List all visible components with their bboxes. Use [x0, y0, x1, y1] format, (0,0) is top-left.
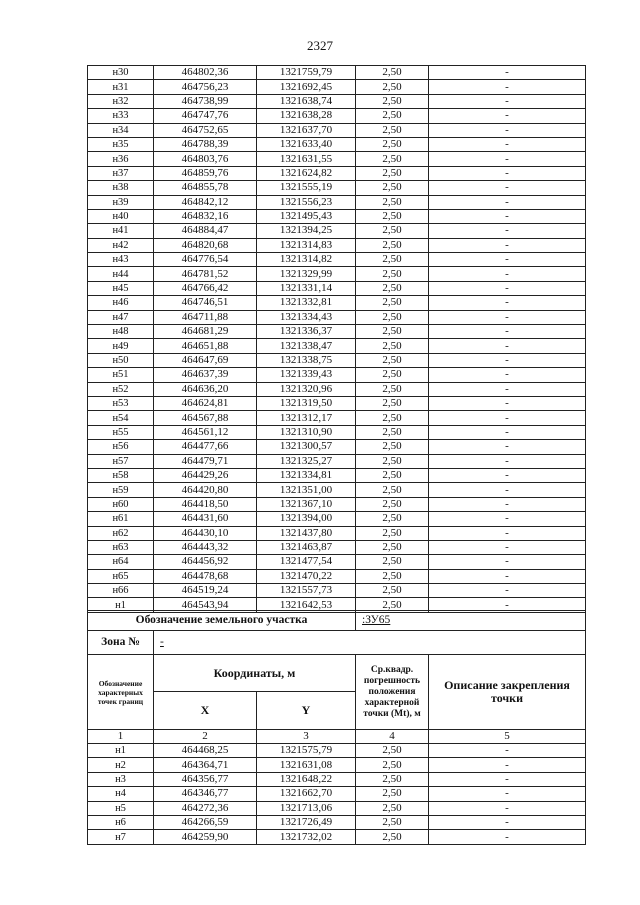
point-id: н55: [88, 425, 154, 439]
y-coordinate: 1321320,96: [257, 382, 356, 396]
table-row: [88, 425, 586, 439]
point-id: н57: [88, 454, 154, 468]
header-description: Описание закрепления точки: [429, 655, 586, 730]
point-id: н32: [88, 94, 154, 108]
table-row: [88, 281, 586, 295]
x-coordinate: 464776,54: [154, 253, 257, 267]
column-number: 4: [356, 730, 429, 744]
y-coordinate: 1321325,27: [257, 454, 356, 468]
table-row: [88, 584, 586, 598]
table-row: [88, 296, 586, 310]
y-coordinate: 1321638,28: [257, 109, 356, 123]
table-row: [88, 94, 586, 108]
column-number-row: [88, 730, 586, 744]
table-row: [88, 209, 586, 223]
point-id: н52: [88, 382, 154, 396]
header-x: X: [154, 692, 257, 730]
header-y: Y: [257, 692, 356, 730]
point-id: н48: [88, 325, 154, 339]
fixing-description: -: [429, 758, 586, 772]
rms-error: 2,50: [356, 109, 429, 123]
y-coordinate: 1321637,70: [257, 123, 356, 137]
fixing-description: -: [429, 411, 586, 425]
table-row: [88, 440, 586, 454]
table-row: [88, 310, 586, 324]
fixing-description: -: [429, 181, 586, 195]
table-row: [88, 555, 586, 569]
point-id: н4: [88, 787, 154, 801]
x-coordinate: 464443,32: [154, 540, 257, 554]
y-coordinate: 1321394,00: [257, 512, 356, 526]
y-coordinate: 1321310,90: [257, 425, 356, 439]
table-row: [88, 253, 586, 267]
point-id: н58: [88, 468, 154, 482]
table-row: [88, 497, 586, 511]
y-coordinate: 1321314,82: [257, 253, 356, 267]
y-coordinate: 1321334,81: [257, 468, 356, 482]
x-coordinate: 464781,52: [154, 267, 257, 281]
fixing-description: -: [429, 281, 586, 295]
x-coordinate: 464855,78: [154, 181, 257, 195]
rms-error: 2,50: [356, 66, 429, 80]
rms-error: 2,50: [356, 584, 429, 598]
table-row: [88, 411, 586, 425]
y-coordinate: 1321319,50: [257, 396, 356, 410]
rms-error: 2,50: [356, 787, 429, 801]
point-id: н53: [88, 396, 154, 410]
x-coordinate: 464479,71: [154, 454, 257, 468]
table-row: [88, 353, 586, 367]
point-id: н59: [88, 483, 154, 497]
x-coordinate: 464711,88: [154, 310, 257, 324]
x-coordinate: 464820,68: [154, 238, 257, 252]
point-id: н43: [88, 253, 154, 267]
table-row: [88, 526, 586, 540]
y-coordinate: 1321624,82: [257, 166, 356, 180]
x-coordinate: 464859,76: [154, 166, 257, 180]
x-coordinate: 464266,59: [154, 815, 257, 829]
y-coordinate: 1321339,43: [257, 368, 356, 382]
x-coordinate: 464543,94: [154, 598, 257, 612]
point-id: н33: [88, 109, 154, 123]
parcel-designation-label: Обозначение земельного участка: [88, 611, 356, 631]
point-id: н34: [88, 123, 154, 137]
fixing-description: -: [429, 744, 586, 758]
rms-error: 2,50: [356, 801, 429, 815]
rms-error: 2,50: [356, 224, 429, 238]
rms-error: 2,50: [356, 830, 429, 844]
rms-error: 2,50: [356, 80, 429, 94]
table-row: [88, 396, 586, 410]
x-coordinate: 464803,76: [154, 152, 257, 166]
fixing-description: -: [429, 137, 586, 151]
x-coordinate: 464356,77: [154, 772, 257, 786]
header-rms-error: Ср.квадр. погрешность положения характерной точки (Mt), м: [356, 655, 429, 730]
table-row: [88, 368, 586, 382]
point-id: н39: [88, 195, 154, 209]
table-row: [88, 468, 586, 482]
y-coordinate: 1321329,99: [257, 267, 356, 281]
table-row: [88, 152, 586, 166]
x-coordinate: 464477,66: [154, 440, 257, 454]
x-coordinate: 464418,50: [154, 497, 257, 511]
rms-error: 2,50: [356, 94, 429, 108]
x-coordinate: 464746,51: [154, 296, 257, 310]
rms-error: 2,50: [356, 512, 429, 526]
column-number: 1: [88, 730, 154, 744]
x-coordinate: 464788,39: [154, 137, 257, 151]
point-id: н44: [88, 267, 154, 281]
point-id: н66: [88, 584, 154, 598]
point-id: н5: [88, 801, 154, 815]
rms-error: 2,50: [356, 497, 429, 511]
table-row: [88, 224, 586, 238]
parcel-designation-value: :ЗУ65: [356, 611, 586, 631]
y-coordinate: 1321331,14: [257, 281, 356, 295]
fixing-description: -: [429, 569, 586, 583]
point-id: н41: [88, 224, 154, 238]
point-id: н49: [88, 339, 154, 353]
y-coordinate: 1321336,37: [257, 325, 356, 339]
table-row: [88, 512, 586, 526]
point-id: н7: [88, 830, 154, 844]
x-coordinate: 464637,39: [154, 368, 257, 382]
table-row: [88, 109, 586, 123]
point-id: н46: [88, 296, 154, 310]
fixing-description: -: [429, 353, 586, 367]
rms-error: 2,50: [356, 368, 429, 382]
fixing-description: -: [429, 66, 586, 80]
table-row: [88, 758, 586, 772]
y-coordinate: 1321394,25: [257, 224, 356, 238]
x-coordinate: 464272,36: [154, 801, 257, 815]
table-row: [88, 772, 586, 786]
header-coordinates: Координаты, м: [154, 655, 356, 692]
fixing-description: -: [429, 368, 586, 382]
point-id: н31: [88, 80, 154, 94]
point-id: н38: [88, 181, 154, 195]
table-row: [88, 801, 586, 815]
rms-error: 2,50: [356, 123, 429, 137]
fixing-description: -: [429, 598, 586, 612]
fixing-description: -: [429, 483, 586, 497]
y-coordinate: 1321477,54: [257, 555, 356, 569]
point-id: н30: [88, 66, 154, 80]
rms-error: 2,50: [356, 440, 429, 454]
coordinates-table-continued: [87, 65, 586, 613]
fixing-description: -: [429, 296, 586, 310]
point-id: н64: [88, 555, 154, 569]
point-id: н42: [88, 238, 154, 252]
x-coordinate: 464747,76: [154, 109, 257, 123]
fixing-description: -: [429, 382, 586, 396]
y-coordinate: 1321555,19: [257, 181, 356, 195]
zone-row: [88, 631, 586, 655]
fixing-description: -: [429, 123, 586, 137]
point-id: н35: [88, 137, 154, 151]
rms-error: 2,50: [356, 339, 429, 353]
fixing-description: -: [429, 440, 586, 454]
fixing-description: -: [429, 195, 586, 209]
table-row: [88, 483, 586, 497]
y-coordinate: 1321726,49: [257, 815, 356, 829]
fixing-description: -: [429, 815, 586, 829]
y-coordinate: 1321648,22: [257, 772, 356, 786]
fixing-description: -: [429, 325, 586, 339]
table-row: [88, 195, 586, 209]
x-coordinate: 464752,65: [154, 123, 257, 137]
x-coordinate: 464346,77: [154, 787, 257, 801]
y-coordinate: 1321557,73: [257, 584, 356, 598]
fixing-description: -: [429, 310, 586, 324]
x-coordinate: 464420,80: [154, 483, 257, 497]
fixing-description: -: [429, 224, 586, 238]
fixing-description: -: [429, 238, 586, 252]
y-coordinate: 1321334,43: [257, 310, 356, 324]
fixing-description: -: [429, 339, 586, 353]
x-coordinate: 464456,92: [154, 555, 257, 569]
fixing-description: -: [429, 584, 586, 598]
point-id: н54: [88, 411, 154, 425]
rms-error: 2,50: [356, 744, 429, 758]
y-coordinate: 1321713,06: [257, 801, 356, 815]
fixing-description: -: [429, 166, 586, 180]
column-number: 5: [429, 730, 586, 744]
table-row: [88, 540, 586, 554]
table-row: [88, 325, 586, 339]
x-coordinate: 464842,12: [154, 195, 257, 209]
rms-error: 2,50: [356, 815, 429, 829]
x-coordinate: 464478,68: [154, 569, 257, 583]
point-id: н45: [88, 281, 154, 295]
point-id: н36: [88, 152, 154, 166]
rms-error: 2,50: [356, 195, 429, 209]
y-coordinate: 1321437,80: [257, 526, 356, 540]
rms-error: 2,50: [356, 526, 429, 540]
rms-error: 2,50: [356, 555, 429, 569]
fixing-description: -: [429, 540, 586, 554]
x-coordinate: 464567,88: [154, 411, 257, 425]
zone-label: Зона №: [88, 631, 154, 655]
rms-error: 2,50: [356, 411, 429, 425]
y-coordinate: 1321314,83: [257, 238, 356, 252]
x-coordinate: 464430,10: [154, 526, 257, 540]
y-coordinate: 1321338,47: [257, 339, 356, 353]
point-id: н40: [88, 209, 154, 223]
rms-error: 2,50: [356, 310, 429, 324]
x-coordinate: 464431,60: [154, 512, 257, 526]
parcel-designation-row: [88, 611, 586, 631]
y-coordinate: 1321633,40: [257, 137, 356, 151]
fixing-description: -: [429, 253, 586, 267]
point-id: н51: [88, 368, 154, 382]
rms-error: 2,50: [356, 325, 429, 339]
fixing-description: -: [429, 830, 586, 844]
x-coordinate: 464624,81: [154, 396, 257, 410]
x-coordinate: 464884,47: [154, 224, 257, 238]
fixing-description: -: [429, 396, 586, 410]
table-row: [88, 80, 586, 94]
y-coordinate: 1321332,81: [257, 296, 356, 310]
x-coordinate: 464429,26: [154, 468, 257, 482]
x-coordinate: 464636,20: [154, 382, 257, 396]
x-coordinate: 464681,29: [154, 325, 257, 339]
rms-error: 2,50: [356, 238, 429, 252]
point-id: н1: [88, 744, 154, 758]
table-row: [88, 454, 586, 468]
point-id: н2: [88, 758, 154, 772]
y-coordinate: 1321631,55: [257, 152, 356, 166]
table-row: [88, 569, 586, 583]
y-coordinate: 1321312,17: [257, 411, 356, 425]
table-row: [88, 815, 586, 829]
y-coordinate: 1321638,74: [257, 94, 356, 108]
table-row: [88, 66, 586, 80]
rms-error: 2,50: [356, 296, 429, 310]
y-coordinate: 1321367,10: [257, 497, 356, 511]
x-coordinate: 464647,69: [154, 353, 257, 367]
table-row: [88, 123, 586, 137]
fixing-description: -: [429, 772, 586, 786]
rms-error: 2,50: [356, 382, 429, 396]
x-coordinate: 464364,71: [154, 758, 257, 772]
y-coordinate: 1321575,79: [257, 744, 356, 758]
column-number: 3: [257, 730, 356, 744]
point-id: н47: [88, 310, 154, 324]
point-id: н50: [88, 353, 154, 367]
fixing-description: -: [429, 526, 586, 540]
fixing-description: -: [429, 425, 586, 439]
point-id: н6: [88, 815, 154, 829]
fixing-description: -: [429, 787, 586, 801]
fixing-description: -: [429, 454, 586, 468]
rms-error: 2,50: [356, 758, 429, 772]
y-coordinate: 1321556,23: [257, 195, 356, 209]
table-row: [88, 166, 586, 180]
point-id: н61: [88, 512, 154, 526]
x-coordinate: 464756,23: [154, 80, 257, 94]
x-coordinate: 464561,12: [154, 425, 257, 439]
point-id: н37: [88, 166, 154, 180]
fixing-description: -: [429, 801, 586, 815]
table-row: [88, 787, 586, 801]
column-number: 2: [154, 730, 257, 744]
point-id: н62: [88, 526, 154, 540]
rms-error: 2,50: [356, 540, 429, 554]
table-row: [88, 744, 586, 758]
page-number: 2327: [307, 38, 333, 53]
rms-error: 2,50: [356, 396, 429, 410]
table-row: [88, 137, 586, 151]
y-coordinate: 1321470,22: [257, 569, 356, 583]
table-row: [88, 830, 586, 844]
x-coordinate: 464259,90: [154, 830, 257, 844]
fixing-description: -: [429, 94, 586, 108]
x-coordinate: 464519,24: [154, 584, 257, 598]
fixing-description: -: [429, 468, 586, 482]
fixing-description: -: [429, 80, 586, 94]
rms-error: 2,50: [356, 267, 429, 281]
header-row-top: [88, 655, 586, 692]
x-coordinate: 464651,88: [154, 339, 257, 353]
y-coordinate: 1321495,43: [257, 209, 356, 223]
table-row: [88, 382, 586, 396]
rms-error: 2,50: [356, 166, 429, 180]
rms-error: 2,50: [356, 598, 429, 612]
point-id: н3: [88, 772, 154, 786]
rms-error: 2,50: [356, 483, 429, 497]
y-coordinate: 1321351,00: [257, 483, 356, 497]
rms-error: 2,50: [356, 137, 429, 151]
rms-error: 2,50: [356, 772, 429, 786]
point-id: н65: [88, 569, 154, 583]
y-coordinate: 1321692,45: [257, 80, 356, 94]
rms-error: 2,50: [356, 152, 429, 166]
rms-error: 2,50: [356, 569, 429, 583]
zone-value: -: [154, 631, 586, 655]
y-coordinate: 1321662,70: [257, 787, 356, 801]
y-coordinate: 1321338,75: [257, 353, 356, 367]
parcel-coordinates-table: [87, 610, 586, 845]
rms-error: 2,50: [356, 353, 429, 367]
header-point-designation: Обозначение характерных точек границ: [88, 655, 154, 730]
x-coordinate: 464766,42: [154, 281, 257, 295]
rms-error: 2,50: [356, 454, 429, 468]
y-coordinate: 1321732,02: [257, 830, 356, 844]
point-id: н56: [88, 440, 154, 454]
y-coordinate: 1321642,53: [257, 598, 356, 612]
table-row: [88, 339, 586, 353]
fixing-description: -: [429, 512, 586, 526]
point-id: н63: [88, 540, 154, 554]
rms-error: 2,50: [356, 209, 429, 223]
y-coordinate: 1321300,57: [257, 440, 356, 454]
rms-error: 2,50: [356, 468, 429, 482]
table-row: [88, 267, 586, 281]
x-coordinate: 464802,36: [154, 66, 257, 80]
table-row: [88, 181, 586, 195]
fixing-description: -: [429, 555, 586, 569]
fixing-description: -: [429, 267, 586, 281]
point-id: н1: [88, 598, 154, 612]
fixing-description: -: [429, 109, 586, 123]
rms-error: 2,50: [356, 181, 429, 195]
y-coordinate: 1321463,87: [257, 540, 356, 554]
fixing-description: -: [429, 209, 586, 223]
fixing-description: -: [429, 497, 586, 511]
x-coordinate: 464468,25: [154, 744, 257, 758]
rms-error: 2,50: [356, 253, 429, 267]
fixing-description: -: [429, 152, 586, 166]
rms-error: 2,50: [356, 425, 429, 439]
point-id: н60: [88, 497, 154, 511]
table-row: [88, 238, 586, 252]
y-coordinate: 1321631,08: [257, 758, 356, 772]
x-coordinate: 464832,16: [154, 209, 257, 223]
rms-error: 2,50: [356, 281, 429, 295]
x-coordinate: 464738,99: [154, 94, 257, 108]
y-coordinate: 1321759,79: [257, 66, 356, 80]
